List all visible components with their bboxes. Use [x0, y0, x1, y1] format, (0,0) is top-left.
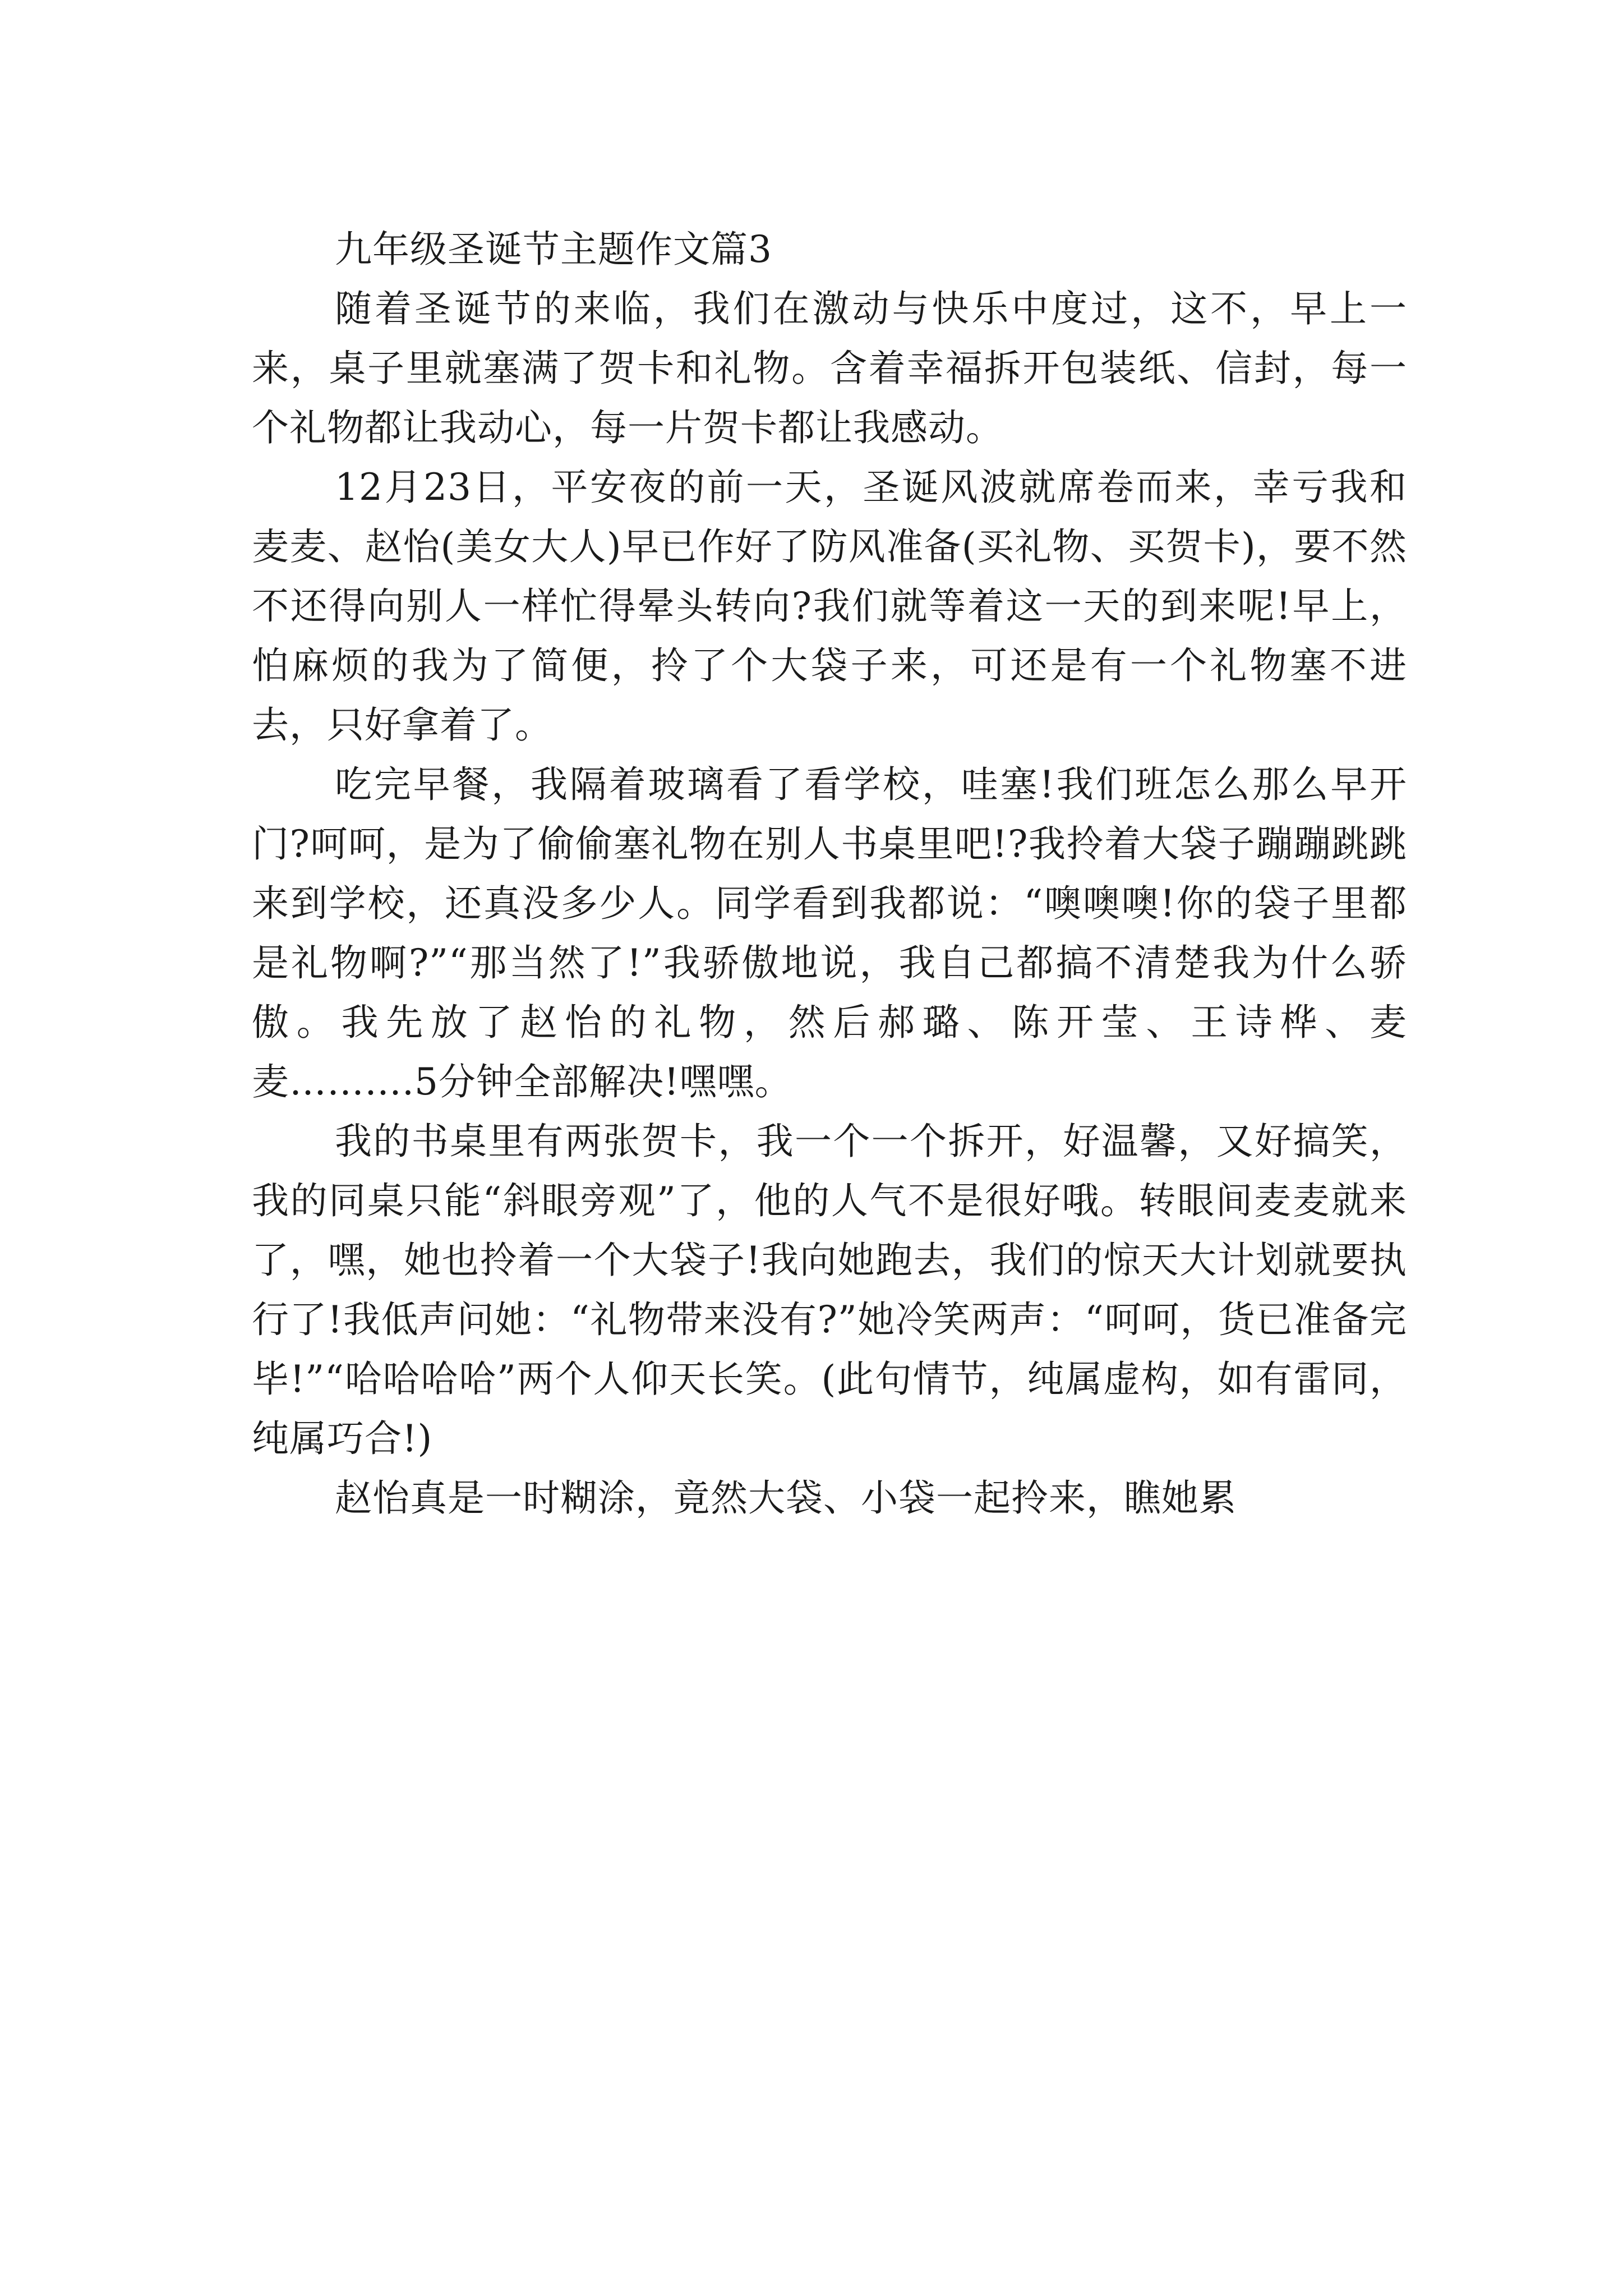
essay-body: [252, 220, 1407, 1528]
paragraph-5: 赵怡真是一时糊涂，竟然大袋、小袋一起拎来，瞧她累: [335, 1476, 1237, 1520]
paragraph-1: 随着圣诞节的来临，我们在激动与快乐中度过，这不，早上一来，桌子里就塞满了贺卡和礼物。含着幸福拆开包装纸、信封，每一个礼物都让我动心，每一片贺卡都让我感动。: [252, 287, 1407, 449]
paragraph-2: 12月23日，平安夜的前一天，圣诞风波就席卷而来，幸亏我和麦麦、赵怡(美女大人)早已作好了防风准备(买礼物、买贺卡)，要不然不还得向别人一样忙得晕头转向?我们就等着这一天的到来呢!早上，怕麻烦的我为了简便，拎了个大袋子来，可还是有一个礼物塞不进去，只好拿着了。: [252, 466, 1407, 747]
paragraph-3: 吃完早餐，我隔着玻璃看了看学校，哇塞!我们班怎么那么早开门?呵呵，是为了偷偷塞礼物在别人书桌里吧!?我拎着大袋子蹦蹦跳跳来到学校，还真没多少人。同学看到我都说：“噢噢噢!你的袋子里都是礼物啊?”“那当然了!”我骄傲地说，我自己都搞不清楚我为什么骄傲。我先放了赵怡的礼物，然后郝璐、陈开莹、王诗桦、麦麦……….5分钟全部解决!嘿嘿。: [252, 763, 1407, 1103]
paragraph-4: 我的书桌里有两张贺卡，我一个一个拆开，好温馨，又好搞笑，我的同桌只能“斜眼旁观”了，他的人气不是很好哦。转眼间麦麦就来了，嘿，她也拎着一个大袋子!我向她跑去，我们的惊天大计划就要执行了!我低声问她：“礼物带来没有?”她冷笑两声：“呵呵，货已准备完毕!”“哈哈哈哈”两个人仰天长笑。(此句情节，纯属虚构，如有雷同，纯属巧合!): [252, 1120, 1407, 1460]
essay-title: 九年级圣诞节主题作文篇3: [335, 228, 772, 271]
